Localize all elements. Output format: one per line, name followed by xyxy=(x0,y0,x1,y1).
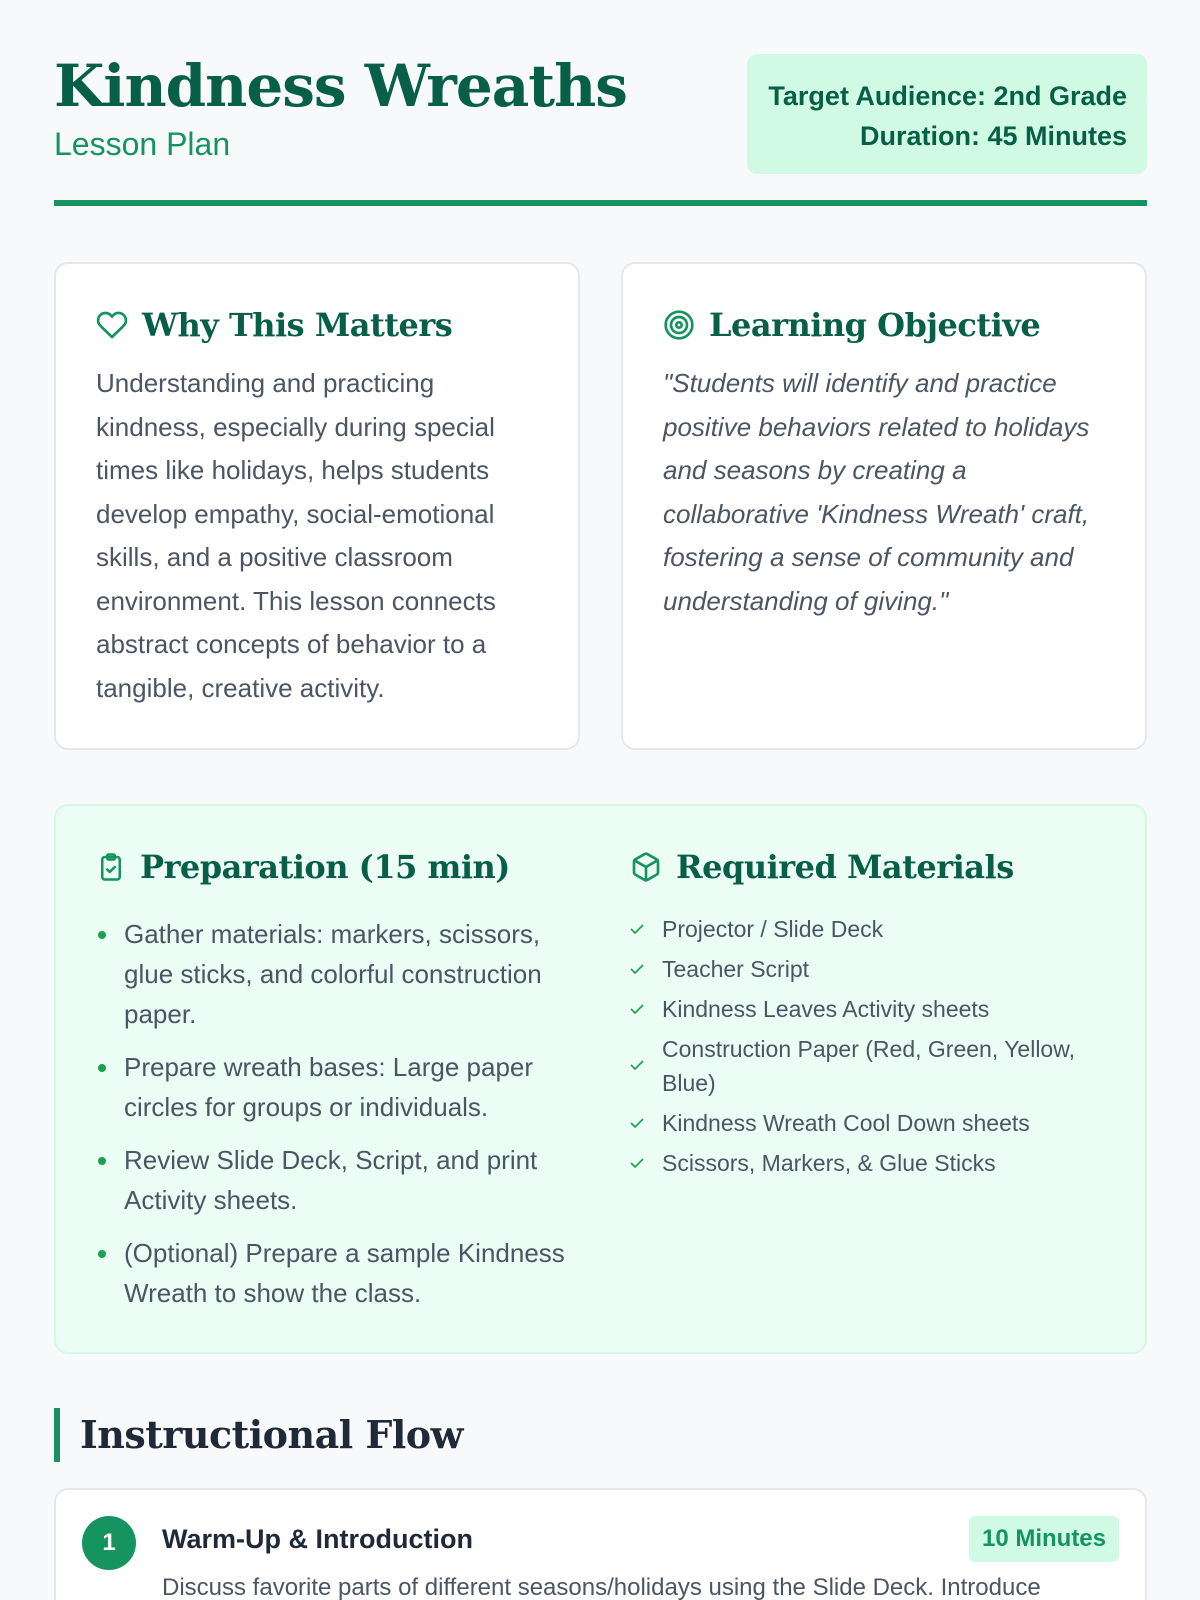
step-number-badge: 1 xyxy=(82,1516,136,1570)
step-description: Discuss favorite parts of different seasons/holidays using the Slide Deck. Introduce xyxy=(162,1574,1041,1600)
check-icon xyxy=(630,1158,644,1168)
preparation-title: Preparation (15 min) xyxy=(140,848,510,886)
why-this-matters-title: Why This Matters xyxy=(142,306,453,344)
lesson-plan-page xyxy=(54,0,1147,1600)
why-this-matters-text: Understanding and practicing kindness, especially during special times like holidays, helps students develop empathy, social-emotional skills, and a positive classroom environment. This lesson connects abstract concepts of behavior to a tangible, creative activity. xyxy=(96,368,496,703)
page-subtitle: Lesson Plan xyxy=(54,126,231,162)
lesson-info-badge xyxy=(747,54,1147,174)
check-icon xyxy=(630,924,644,934)
step-duration-badge: 10 Minutes xyxy=(969,1516,1119,1562)
check-icon xyxy=(630,964,644,974)
target-audience: Target Audience: 2nd Grade xyxy=(768,81,1127,111)
list-item: Prepare wreath bases: Large paper circles for groups or individuals. xyxy=(96,1047,596,1127)
check-icon xyxy=(630,1004,644,1014)
list-item: Construction Paper (Red, Green, Yellow, Blue) xyxy=(630,1032,1120,1100)
instructional-flow-heading: Instructional Flow xyxy=(54,1408,463,1462)
check-icon xyxy=(630,1060,644,1070)
flow-step xyxy=(54,1488,1147,1600)
learning-objective-text: "Students will identify and practice positive behaviors related to holidays and seasons by creating a collaborative 'Kindness Wreath' craft, fostering a sense of community and understanding of giving." xyxy=(663,368,1090,616)
list-item: Review Slide Deck, Script, and print Activity sheets. xyxy=(96,1140,596,1220)
lesson-duration: Duration: 45 Minutes xyxy=(859,121,1127,151)
preparation-section xyxy=(54,804,1147,1354)
why-this-matters-card xyxy=(54,262,580,750)
header xyxy=(54,0,1147,208)
materials-column xyxy=(630,806,1120,1186)
list-item: Projector / Slide Deck xyxy=(630,912,1120,946)
check-icon xyxy=(630,1118,644,1128)
list-item: Kindness Leaves Activity sheets xyxy=(630,992,1120,1026)
list-item: Scissors, Markers, & Glue Sticks xyxy=(630,1146,1120,1180)
required-materials-title: Required Materials xyxy=(676,848,1014,886)
heart-icon xyxy=(96,309,128,341)
step-title: Warm-Up & Introduction xyxy=(162,1524,473,1554)
target-icon xyxy=(663,309,695,341)
list-item: (Optional) Prepare a sample Kindness Wreath to show the class. xyxy=(96,1233,596,1313)
header-divider xyxy=(54,200,1147,206)
clipboard-check-icon xyxy=(96,851,126,883)
learning-objective-title: Learning Objective xyxy=(709,306,1041,344)
preparation-column xyxy=(96,806,596,1326)
list-item: Teacher Script xyxy=(630,952,1120,986)
preparation-list xyxy=(96,914,596,1313)
list-item: Kindness Wreath Cool Down sheets xyxy=(630,1106,1120,1140)
page-title: Kindness Wreaths xyxy=(54,52,627,120)
list-item: Gather materials: markers, scissors, glue sticks, and colorful construction paper. xyxy=(96,914,596,1034)
materials-list xyxy=(630,912,1120,1180)
box-icon xyxy=(630,851,662,883)
learning-objective-card xyxy=(621,262,1147,750)
